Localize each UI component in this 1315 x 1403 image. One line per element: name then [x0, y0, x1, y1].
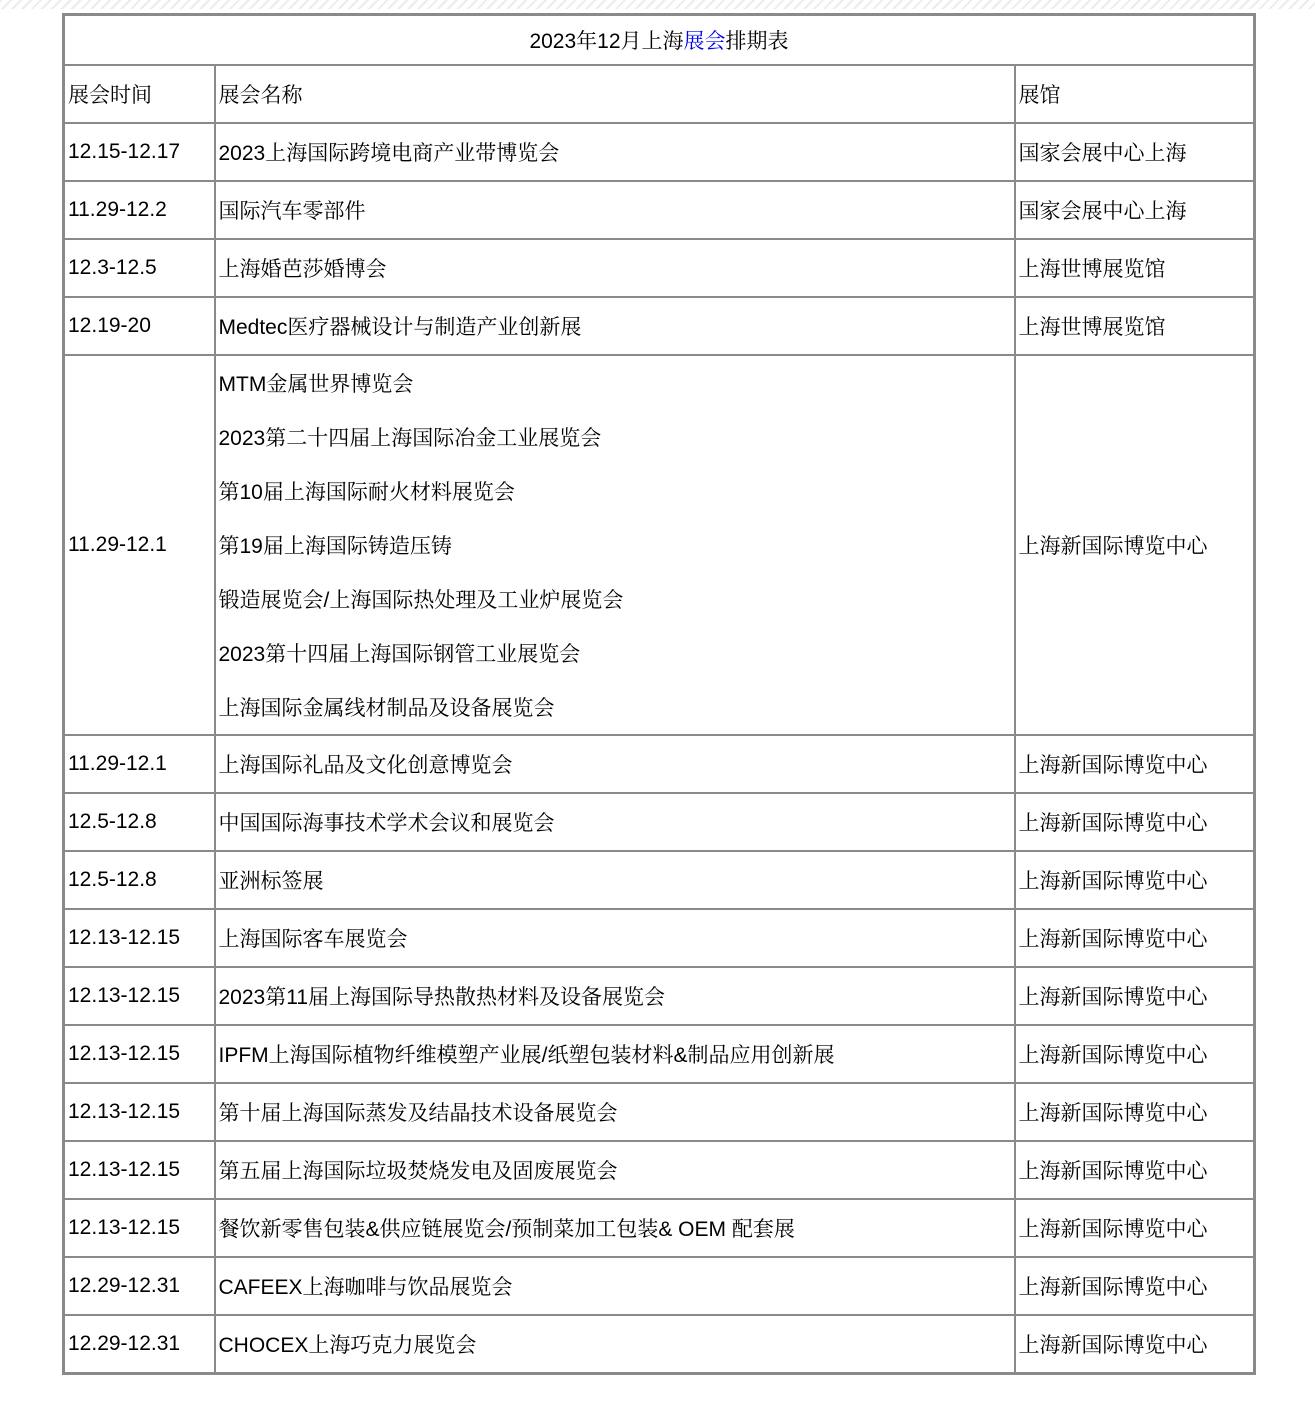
table-row — [64, 1025, 1255, 1083]
exhibition-venue-cell: 上海世博展览馆 — [1015, 239, 1255, 297]
table-row — [64, 851, 1255, 909]
exhibition-venue-cell: 上海新国际博览中心 — [1015, 909, 1255, 967]
exhibition-time-cell: 11.29-12.2 — [64, 181, 215, 239]
exhibition-name-cell: IPFM上海国际植物纤维模塑产业展/纸塑包装材料&制品应用创新展 — [215, 1025, 1015, 1083]
exhibition-name-cell: Medtec医疗器械设计与制造产业创新展 — [215, 297, 1015, 355]
exhibition-time-cell: 12.13-12.15 — [64, 1141, 215, 1199]
exhibition-time-cell: 12.13-12.15 — [64, 1083, 215, 1141]
page-title — [64, 15, 1255, 66]
exhibition-name-cell: 第十届上海国际蒸发及结晶技术设备展览会 — [215, 1083, 1015, 1141]
exhibition-time-cell: 12.3-12.5 — [64, 239, 215, 297]
exhibition-name-cell: 餐饮新零售包装&供应链展览会/预制菜加工包装& OEM 配套展 — [215, 1199, 1015, 1257]
exhibition-time-cell: 12.13-12.15 — [64, 909, 215, 967]
exhibition-venue-cell: 上海新国际博览中心 — [1015, 355, 1255, 735]
exhibition-venue-cell: 上海新国际博览中心 — [1015, 1141, 1255, 1199]
title-exhibition-link[interactable]: 展会 — [683, 30, 726, 53]
exhibition-time-cell: 11.29-12.1 — [64, 355, 215, 735]
table-row — [64, 967, 1255, 1025]
table-row — [64, 1083, 1255, 1141]
exhibition-name-cell: 第五届上海国际垃圾焚烧发电及固废展览会 — [215, 1141, 1015, 1199]
table-row — [64, 1199, 1255, 1257]
table-row — [64, 1257, 1255, 1315]
exhibition-venue-cell: 上海世博展览馆 — [1015, 297, 1255, 355]
title-text-before: 2023年12月上海 — [529, 30, 684, 53]
exhibition-time-cell: 12.15-12.17 — [64, 123, 215, 181]
exhibition-venue-cell: 国家会展中心上海 — [1015, 123, 1255, 181]
exhibition-name-cell: 国际汽车零部件 — [215, 181, 1015, 239]
exhibition-name-line: 锻造展览会/上海国际热处理及工业炉展览会 — [218, 589, 624, 612]
table-title-row — [64, 15, 1255, 66]
table-row — [64, 1141, 1255, 1199]
exhibition-name-line: 第19届上海国际铸造压铸 — [218, 535, 452, 558]
exhibition-venue-cell: 上海新国际博览中心 — [1015, 793, 1255, 851]
table-row — [64, 909, 1255, 967]
exhibition-name-cell: 上海婚芭莎婚博会 — [215, 239, 1015, 297]
exhibition-name-line: MTM金属世界博览会 — [218, 373, 414, 396]
table-row — [64, 1315, 1255, 1374]
exhibition-name-line: 上海国际金属线材制品及设备展览会 — [218, 697, 555, 720]
column-header-name: 展会名称 — [215, 65, 1015, 123]
exhibition-time-cell: 12.29-12.31 — [64, 1257, 215, 1315]
table-header-row — [64, 65, 1255, 123]
exhibition-venue-cell: 上海新国际博览中心 — [1015, 735, 1255, 793]
exhibition-name-cell — [215, 355, 1015, 735]
exhibition-time-cell: 12.13-12.15 — [64, 1025, 215, 1083]
exhibition-schedule-table — [62, 13, 1256, 1375]
column-header-time: 展会时间 — [64, 65, 215, 123]
table-row — [64, 793, 1255, 851]
exhibition-name-cell: CHOCEX上海巧克力展览会 — [215, 1315, 1015, 1374]
table-row — [64, 735, 1255, 793]
title-text-after: 排期表 — [725, 30, 789, 53]
exhibition-name-cell: 上海国际客车展览会 — [215, 909, 1015, 967]
exhibition-venue-cell: 国家会展中心上海 — [1015, 181, 1255, 239]
exhibition-time-cell: 12.13-12.15 — [64, 967, 215, 1025]
exhibition-name-cell: 中国国际海事技术学术会议和展览会 — [215, 793, 1015, 851]
exhibition-name-cell: CAFEEX上海咖啡与饮品展览会 — [215, 1257, 1015, 1315]
table-row — [64, 181, 1255, 239]
exhibition-time-cell: 12.13-12.15 — [64, 1199, 215, 1257]
exhibition-venue-cell: 上海新国际博览中心 — [1015, 1315, 1255, 1374]
exhibition-time-cell: 12.5-12.8 — [64, 793, 215, 851]
exhibition-name-cell: 亚洲标签展 — [215, 851, 1015, 909]
exhibition-time-cell: 11.29-12.1 — [64, 735, 215, 793]
page-top-stripe-decoration — [0, 0, 1315, 9]
table-row — [64, 239, 1255, 297]
exhibition-venue-cell: 上海新国际博览中心 — [1015, 1083, 1255, 1141]
exhibition-time-cell: 12.5-12.8 — [64, 851, 215, 909]
column-header-venue: 展馆 — [1015, 65, 1255, 123]
exhibition-venue-cell: 上海新国际博览中心 — [1015, 851, 1255, 909]
exhibition-name-line: 2023第二十四届上海国际冶金工业展览会 — [218, 427, 602, 450]
exhibition-name-line: 第10届上海国际耐火材料展览会 — [218, 481, 515, 504]
exhibition-name-cell: 上海国际礼品及文化创意博览会 — [215, 735, 1015, 793]
exhibition-name-cell: 2023第11届上海国际导热散热材料及设备展览会 — [215, 967, 1015, 1025]
exhibition-name-cell: 2023上海国际跨境电商产业带博览会 — [215, 123, 1015, 181]
exhibition-venue-cell: 上海新国际博览中心 — [1015, 1257, 1255, 1315]
exhibition-venue-cell: 上海新国际博览中心 — [1015, 1199, 1255, 1257]
exhibition-venue-cell: 上海新国际博览中心 — [1015, 967, 1255, 1025]
exhibition-time-cell: 12.19-20 — [64, 297, 215, 355]
table-row — [64, 355, 1255, 735]
exhibition-name-line: 2023第十四届上海国际钢管工业展览会 — [218, 643, 581, 666]
exhibition-venue-cell: 上海新国际博览中心 — [1015, 1025, 1255, 1083]
exhibition-time-cell: 12.29-12.31 — [64, 1315, 215, 1374]
table-row — [64, 123, 1255, 181]
table-row — [64, 297, 1255, 355]
table-body — [64, 123, 1255, 1374]
